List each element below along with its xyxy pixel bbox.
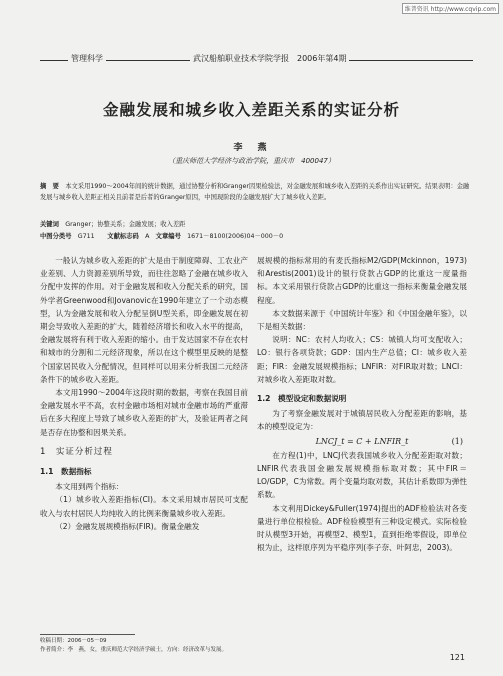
- doccode-label: 文献标志码: [107, 233, 139, 240]
- keywords-text: Granger；协整关系；金融发展；收入差距: [65, 221, 186, 228]
- paragraph: 本文数据来源于《中国统计年鉴》和《中国金融年鉴》，以下是相关数据：: [257, 308, 467, 332]
- left-column: [40, 254, 248, 533]
- classification: [40, 232, 473, 243]
- equation-number: (1): [451, 436, 463, 446]
- articleno-value: 1671－8100(2006)04－000－0: [187, 233, 284, 240]
- class-label: 中图分类号: [40, 233, 72, 240]
- abstract: [40, 182, 473, 203]
- watermark: 维普资讯 http://www.cqvip.com: [402, 3, 499, 14]
- author-name: 李 燕: [233, 143, 270, 153]
- equation-text: LNCJ_t = C + LNFIR_t: [315, 436, 409, 446]
- paragraph: 本文用1990～2004年这段时期的数据，考察在我国目前金融发展水平不高，农村金融市场相对城市金融市场的严重滞后在多大程度上导致了城乡收入差距的扩大，及验证两者之间是否存在协整和因果关系。: [40, 388, 248, 437]
- footnote-rule: [40, 634, 135, 635]
- author-affiliation: （重庆师范大学经济与政治学院，重庆市 400047）: [168, 157, 335, 165]
- paragraph: 为了考察金融发展对于城镇居民收入分配差距的影响，基本的模型设定为：: [257, 409, 467, 432]
- footnote: [40, 637, 227, 655]
- keywords-label: 关键词: [40, 221, 59, 228]
- section-heading: 1 实证分析过程: [40, 446, 113, 457]
- paragraph: （2）金融发展规模指标(FIR)。衡量金融发: [55, 521, 200, 531]
- paragraph: 一般认为城乡收入差距的扩大是由于制度障碍、工农业产业差别、人力资源差别所导致，而往往忽略了金融在城乡收入分配中发挥的作用。对于金融发展和收入分配关系的研究，国外学者Greenwood和Jovanovic在1990年建立了一个动态模型，认为金融发展和收入分配呈倒U型关系，即金融发展在初期会导致收入差距的扩大，随着经济增长和收入水平的提高，金融发展将有利于收入差距的缩小。由于发达国家不存在农村和城市的分割和二元经济现象，所以在这个模型里反映的是整个国家居民收入分配情况，但同样可以用来分析我国二元经济条件下的城乡收入差距。: [40, 256, 248, 384]
- subsection-heading: 1.1 数据指标: [40, 467, 92, 477]
- paragraph: 说明：NC：农村人均收入；CS：城镇人均可支配收入；LO：银行各项贷款；GDP：国内生产总值；CI：城乡收入差距；FIR：金融发展规模指标；LNFIR：对FIR取对数；LNCI：对城乡收入差距取对数。: [257, 335, 467, 384]
- abstract-label: 摘 要: [40, 183, 59, 190]
- class-value: G711: [77, 233, 95, 240]
- author-bio: 作者简介：李 燕，女，重庆师范大学经济学硕士，方向：经济改革与发展。: [40, 647, 228, 653]
- paragraph: 本文用到两个指标：: [55, 482, 124, 492]
- paragraph: 本文利用Dickey&Fuller(1974)提出的ADF检验法对各变量进行单位根检验。ADF检验模型有三种设定模式。实际检验时从模型3开始，再模型2、模型1，直到拒绝零假设，即单位根为止，这样原序列为平稳序列(李子奈、叶阿忠，2003)。: [257, 503, 467, 553]
- page-number: 121: [449, 653, 465, 662]
- doccode-value: A: [145, 233, 150, 240]
- paragraph: （1）城乡收入差距指标(CI)。本文采用城市居民可支配收入与农村居民人均纯收入的比例来衡量城乡收入差距。: [40, 495, 248, 518]
- article-title: 金融发展和城乡收入差距关系的实证分析: [102, 101, 400, 119]
- paragraph: 展规模的指标常用的有麦氏指标M2/GDP(Mckinnon，1973)和Arestis(2001)设计的银行贷款占GDP的比重这一度量指标。本文采用银行贷款占GDP的比重这一指标来衡量金融发展程度。: [257, 256, 467, 305]
- header-section: 管理科学: [68, 53, 106, 64]
- equation: [257, 435, 467, 448]
- header-journal: 武汉船舶职业技术学院学报 2006年第4期: [190, 53, 349, 64]
- articleno-label: 文章编号: [155, 233, 181, 240]
- right-column: [257, 254, 467, 554]
- subsection-heading: 1.2 模型设定和数据说明: [257, 394, 347, 404]
- abstract-text: 本文采用1990～2004年间的统计数据，通过协整分析和Granger因果检验法，对金融发展和城乡收入差距的关系作出实证研究。结果表明：金融发展与城乡收入差距正相关且前者是后者的Granger原因，中国现阶段的金融发展扩大了城乡收入差距。: [40, 183, 470, 201]
- paragraph: 在方程(1)中，LNCJ代表我国城乡收入分配差距取对数；LNFIR代表我国金融发展规模指标取对数；其中FIR＝LO/GDP，C为常数。两个变量均取对数，其估计系数即为弹性系数。: [257, 450, 467, 500]
- received-date: 收稿日期：2006－05－09: [40, 638, 107, 644]
- keywords: [40, 220, 473, 231]
